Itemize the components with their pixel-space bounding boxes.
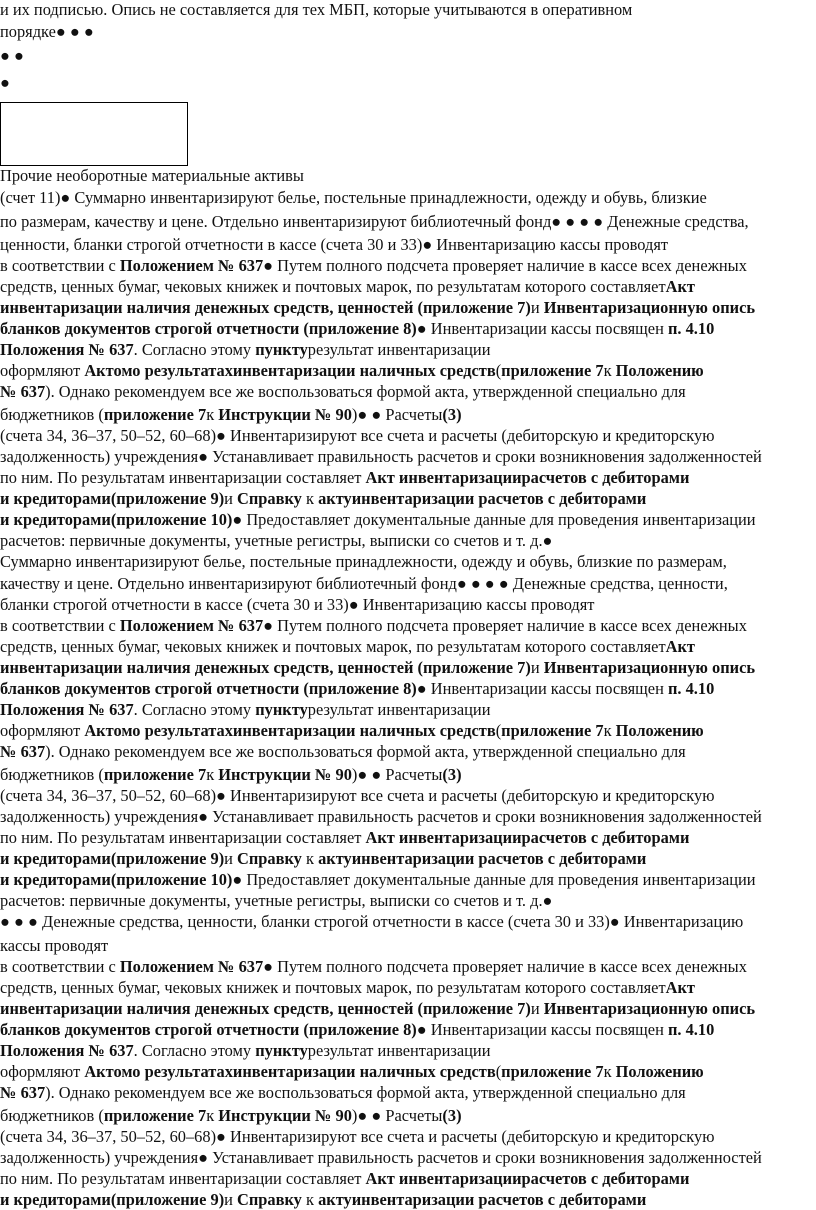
text: ● bbox=[0, 73, 10, 92]
bold-text: бланков документов строгой отчетности (приложение 8) bbox=[0, 319, 417, 338]
text: расчетов: первичные документы, учетные регистры, выписки со счетов и т. д.● bbox=[0, 891, 553, 910]
text: бланки строгой отчетности в кассе (счета 30 и 33)● Инвентаризацию кассы проводят bbox=[0, 595, 595, 614]
text-line bbox=[0, 166, 304, 186]
text: и bbox=[224, 849, 238, 868]
bold-text: Справку bbox=[237, 489, 302, 508]
text: к bbox=[603, 1062, 616, 1081]
text: (счета 34, 36–37, 50–52, 60–68)● Инвентаризируют все счета и расчеты (дебиторскую и кредиторскую bbox=[0, 786, 715, 805]
text-line bbox=[0, 298, 755, 318]
text: оформляют bbox=[0, 721, 85, 740]
text: Прочие необоротные материальные активы bbox=[0, 166, 304, 185]
text-line bbox=[0, 319, 714, 339]
empty-image-frame bbox=[0, 102, 188, 166]
text: ● Путем полного подсчета проверяет наличие в кассе всех денежных bbox=[263, 256, 747, 275]
text: и bbox=[530, 298, 544, 317]
bold-text: Положения № 637 bbox=[0, 700, 134, 719]
text-line bbox=[0, 1106, 462, 1126]
text-line bbox=[0, 212, 749, 232]
bold-text: и кредиторами(приложение 9) bbox=[0, 489, 225, 508]
bold-text: Акт bbox=[665, 637, 695, 656]
text: по ним. По результатам инвентаризации составляет bbox=[0, 1169, 366, 1188]
text: бюджетников ( bbox=[0, 1106, 104, 1125]
text: к bbox=[206, 765, 219, 784]
bold-text: Положения № 637 bbox=[0, 1041, 134, 1060]
text-line bbox=[0, 595, 594, 615]
bold-text: № 637 bbox=[0, 382, 46, 401]
text: ● Инвентаризации кассы посвящен bbox=[416, 679, 668, 698]
bold-text: Акт инвентаризациирасчетов с дебиторами bbox=[365, 468, 690, 487]
text: качеству и цене. Отдельно инвентаризируют библиотечный фонд● ● ● ● Денежные средства, ценности, bbox=[0, 574, 728, 593]
bold-text: Положению bbox=[615, 361, 704, 380]
text: результат инвентаризации bbox=[307, 340, 491, 359]
bold-text: Положением № 637 bbox=[119, 957, 264, 976]
text-line bbox=[0, 361, 704, 381]
text: ● Предоставляет документальные данные для проведения инвентаризации bbox=[232, 510, 756, 529]
text: )● ● Расчеты bbox=[351, 765, 443, 784]
text: . Согласно этому bbox=[133, 340, 256, 359]
bold-text: и кредиторами(приложение 9) bbox=[0, 849, 225, 868]
text: ценности, бланки строгой отчетности в кассе (счета 30 и 33)● Инвентаризацию кассы проводят bbox=[0, 235, 669, 254]
bold-text: приложение 7 bbox=[501, 721, 604, 740]
text: оформляют bbox=[0, 361, 85, 380]
bold-text: № 637 bbox=[0, 1083, 46, 1102]
bold-text: (3) bbox=[442, 1106, 462, 1125]
text: и bbox=[530, 999, 544, 1018]
bold-text: инвентаризации наличия денежных средств, ценностей (приложение 7) bbox=[0, 999, 531, 1018]
bold-text: Инвентаризационную опись bbox=[543, 298, 756, 317]
text: ( bbox=[495, 721, 502, 740]
text: . Согласно этому bbox=[133, 700, 256, 719]
text: по размерам, качеству и цене. Отдельно инвентаризируют библиотечный фонд● ● ● ● Денежные средства, bbox=[0, 212, 749, 231]
bold-text: пункту bbox=[255, 1041, 308, 1060]
text: бюджетников ( bbox=[0, 405, 104, 424]
text: задолженность) учреждения● Устанавливает правильность расчетов и сроки возникновения задолженностей bbox=[0, 447, 762, 466]
bold-text: Актомо результатахинвентаризации наличных средств bbox=[84, 1062, 496, 1081]
text: и bbox=[224, 489, 238, 508]
bold-text: Инструкции № 90 bbox=[218, 1106, 352, 1125]
bold-text: приложение 7 bbox=[103, 765, 207, 784]
text-line bbox=[0, 531, 552, 551]
bold-text: (3) bbox=[442, 765, 462, 784]
text: ). Однако рекомендуем все же воспользоваться формой акта, утвержденной специально для bbox=[45, 1083, 686, 1102]
text: к bbox=[206, 405, 219, 424]
bold-text: Инвентаризационную опись bbox=[543, 999, 756, 1018]
text: бюджетников ( bbox=[0, 765, 104, 784]
text: к bbox=[206, 1106, 219, 1125]
text-line bbox=[0, 235, 668, 255]
bold-text: Справку bbox=[237, 1190, 302, 1209]
text-line bbox=[0, 426, 714, 446]
text: результат инвентаризации bbox=[307, 700, 491, 719]
text-line bbox=[0, 999, 755, 1019]
text: Суммарно инвентаризируют белье, постельные принадлежности, одежду и обувь, близкие по размерам, bbox=[0, 552, 727, 571]
text-line bbox=[0, 637, 695, 657]
bold-text: приложение 7 bbox=[103, 405, 207, 424]
text-line bbox=[0, 256, 747, 276]
text-line bbox=[0, 340, 490, 360]
text-line bbox=[0, 1190, 646, 1210]
text-line bbox=[0, 468, 689, 488]
text: по ним. По результатам инвентаризации составляет bbox=[0, 828, 366, 847]
text: к bbox=[603, 361, 616, 380]
text: и bbox=[224, 1190, 238, 1209]
text: ( bbox=[495, 361, 502, 380]
text-line bbox=[0, 1041, 490, 1061]
text: в соответствии с bbox=[0, 616, 120, 635]
bold-text: Положением № 637 bbox=[119, 616, 264, 635]
text: . Согласно этому bbox=[133, 1041, 256, 1060]
bold-text: приложение 7 bbox=[501, 1062, 604, 1081]
text: ● ● bbox=[0, 46, 24, 65]
bold-text: Положением № 637 bbox=[119, 256, 264, 275]
text-line bbox=[0, 382, 686, 402]
text: )● ● Расчеты bbox=[351, 1106, 443, 1125]
bold-text: актуинвентаризации расчетов с дебиторами bbox=[318, 1190, 647, 1209]
text: к bbox=[301, 489, 319, 508]
text-line bbox=[0, 188, 707, 208]
text-line bbox=[0, 616, 747, 636]
bold-text: Акт инвентаризациирасчетов с дебиторами bbox=[365, 1169, 690, 1188]
text: к bbox=[301, 849, 319, 868]
text: в соответствии с bbox=[0, 957, 120, 976]
text-line bbox=[0, 700, 490, 720]
bold-text: Инвентаризационную опись bbox=[543, 658, 756, 677]
bold-text: пункту bbox=[255, 340, 308, 359]
bold-text: бланков документов строгой отчетности (приложение 8) bbox=[0, 679, 417, 698]
text-line bbox=[0, 849, 646, 869]
text: по ним. По результатам инвентаризации составляет bbox=[0, 468, 366, 487]
bold-text: актуинвентаризации расчетов с дебиторами bbox=[318, 489, 647, 508]
text-line bbox=[0, 870, 756, 890]
text: средств, ценных бумаг, чековых книжек и почтовых марок, по результатам которого составляет bbox=[0, 277, 666, 296]
bold-text: инвентаризации наличия денежных средств, ценностей (приложение 7) bbox=[0, 658, 531, 677]
text-line bbox=[0, 0, 632, 20]
text: средств, ценных бумаг, чековых книжек и почтовых марок, по результатам которого составляет bbox=[0, 637, 666, 656]
text: (счета 34, 36–37, 50–52, 60–68)● Инвентаризируют все счета и расчеты (дебиторскую и кредиторскую bbox=[0, 426, 715, 445]
bold-text: и кредиторами(приложение 9) bbox=[0, 1190, 225, 1209]
text-line bbox=[0, 1020, 714, 1040]
text-line bbox=[0, 1127, 714, 1147]
bold-text: п. 4.10 bbox=[667, 1020, 715, 1039]
text: оформляют bbox=[0, 1062, 85, 1081]
bold-text: и кредиторами(приложение 10) bbox=[0, 510, 233, 529]
bold-text: бланков документов строгой отчетности (приложение 8) bbox=[0, 1020, 417, 1039]
text-line bbox=[0, 957, 747, 977]
bold-text: приложение 7 bbox=[501, 361, 604, 380]
text-line bbox=[0, 1062, 704, 1082]
text: ). Однако рекомендуем все же воспользоваться формой акта, утвержденной специально для bbox=[45, 742, 686, 761]
text-line bbox=[0, 552, 727, 572]
bold-text: Актомо результатахинвентаризации наличных средств bbox=[84, 721, 496, 740]
text: результат инвентаризации bbox=[307, 1041, 491, 1060]
text: (счета 34, 36–37, 50–52, 60–68)● Инвентаризируют все счета и расчеты (дебиторскую и кредиторскую bbox=[0, 1127, 715, 1146]
text: и bbox=[530, 658, 544, 677]
bold-text: Положению bbox=[615, 1062, 704, 1081]
bold-text: приложение 7 bbox=[103, 1106, 207, 1125]
bold-text: Акт инвентаризациирасчетов с дебиторами bbox=[365, 828, 690, 847]
text: ● Инвентаризации кассы посвящен bbox=[416, 1020, 668, 1039]
text: (счет 11)● Суммарно инвентаризируют белье, постельные принадлежности, одежду и обувь, близкие bbox=[0, 188, 707, 207]
text: средств, ценных бумаг, чековых книжек и почтовых марок, по результатам которого составляет bbox=[0, 978, 666, 997]
text: ). Однако рекомендуем все же воспользоваться формой акта, утвержденной специально для bbox=[45, 382, 686, 401]
text: к bbox=[603, 721, 616, 740]
bold-text: (3) bbox=[442, 405, 462, 424]
text-line bbox=[0, 891, 552, 911]
bold-text: п. 4.10 bbox=[667, 679, 715, 698]
text-line bbox=[0, 807, 762, 827]
text-line bbox=[0, 1169, 689, 1189]
text: расчетов: первичные документы, учетные регистры, выписки со счетов и т. д.● bbox=[0, 531, 553, 550]
text-line bbox=[0, 277, 695, 297]
text-line bbox=[0, 786, 714, 806]
text: )● ● Расчеты bbox=[351, 405, 443, 424]
text-line bbox=[0, 936, 108, 956]
text: порядке● ● ● bbox=[0, 22, 94, 41]
bold-text: Актомо результатахинвентаризации наличных средств bbox=[84, 361, 496, 380]
bold-text: Акт bbox=[665, 978, 695, 997]
text-line bbox=[0, 978, 695, 998]
bold-text: Инструкции № 90 bbox=[218, 405, 352, 424]
text-line bbox=[0, 46, 24, 66]
text-line bbox=[0, 22, 94, 42]
text-line bbox=[0, 721, 704, 741]
text: в соответствии с bbox=[0, 256, 120, 275]
bold-text: актуинвентаризации расчетов с дебиторами bbox=[318, 849, 647, 868]
text-line bbox=[0, 912, 743, 932]
text-line bbox=[0, 405, 462, 425]
text: ( bbox=[495, 1062, 502, 1081]
text-line bbox=[0, 742, 686, 762]
text-line bbox=[0, 1083, 686, 1103]
text: ● Инвентаризации кассы посвящен bbox=[416, 319, 668, 338]
text-line bbox=[0, 658, 755, 678]
bold-text: пункту bbox=[255, 700, 308, 719]
text-line bbox=[0, 489, 646, 509]
bold-text: и кредиторами(приложение 10) bbox=[0, 870, 233, 889]
text-line bbox=[0, 1148, 762, 1168]
text: к bbox=[301, 1190, 319, 1209]
bold-text: Положению bbox=[615, 721, 704, 740]
text-line bbox=[0, 574, 728, 594]
bold-text: Положения № 637 bbox=[0, 340, 134, 359]
text: ● Путем полного подсчета проверяет наличие в кассе всех денежных bbox=[263, 616, 747, 635]
text-line bbox=[0, 73, 10, 93]
text: и их подписью. Опись не составляется для тех МБП, которые учитываются в оперативном bbox=[0, 0, 633, 19]
bold-text: Инструкции № 90 bbox=[218, 765, 352, 784]
text: ● Путем полного подсчета проверяет наличие в кассе всех денежных bbox=[263, 957, 747, 976]
text: кассы проводят bbox=[0, 936, 109, 955]
bold-text: инвентаризации наличия денежных средств, ценностей (приложение 7) bbox=[0, 298, 531, 317]
text: ● ● ● Денежные средства, ценности, бланки строгой отчетности в кассе (счета 30 и 33)● Инвентаризацию bbox=[0, 912, 744, 931]
text-line bbox=[0, 679, 714, 699]
bold-text: Справку bbox=[237, 849, 302, 868]
text: задолженность) учреждения● Устанавливает правильность расчетов и сроки возникновения задолженностей bbox=[0, 1148, 762, 1167]
text: ● Предоставляет документальные данные для проведения инвентаризации bbox=[232, 870, 756, 889]
text: задолженность) учреждения● Устанавливает правильность расчетов и сроки возникновения задолженностей bbox=[0, 807, 762, 826]
text-line bbox=[0, 828, 689, 848]
bold-text: п. 4.10 bbox=[667, 319, 715, 338]
bold-text: № 637 bbox=[0, 742, 46, 761]
bold-text: Акт bbox=[665, 277, 695, 296]
text-line bbox=[0, 510, 756, 530]
text-line bbox=[0, 765, 462, 785]
text-line bbox=[0, 447, 762, 467]
